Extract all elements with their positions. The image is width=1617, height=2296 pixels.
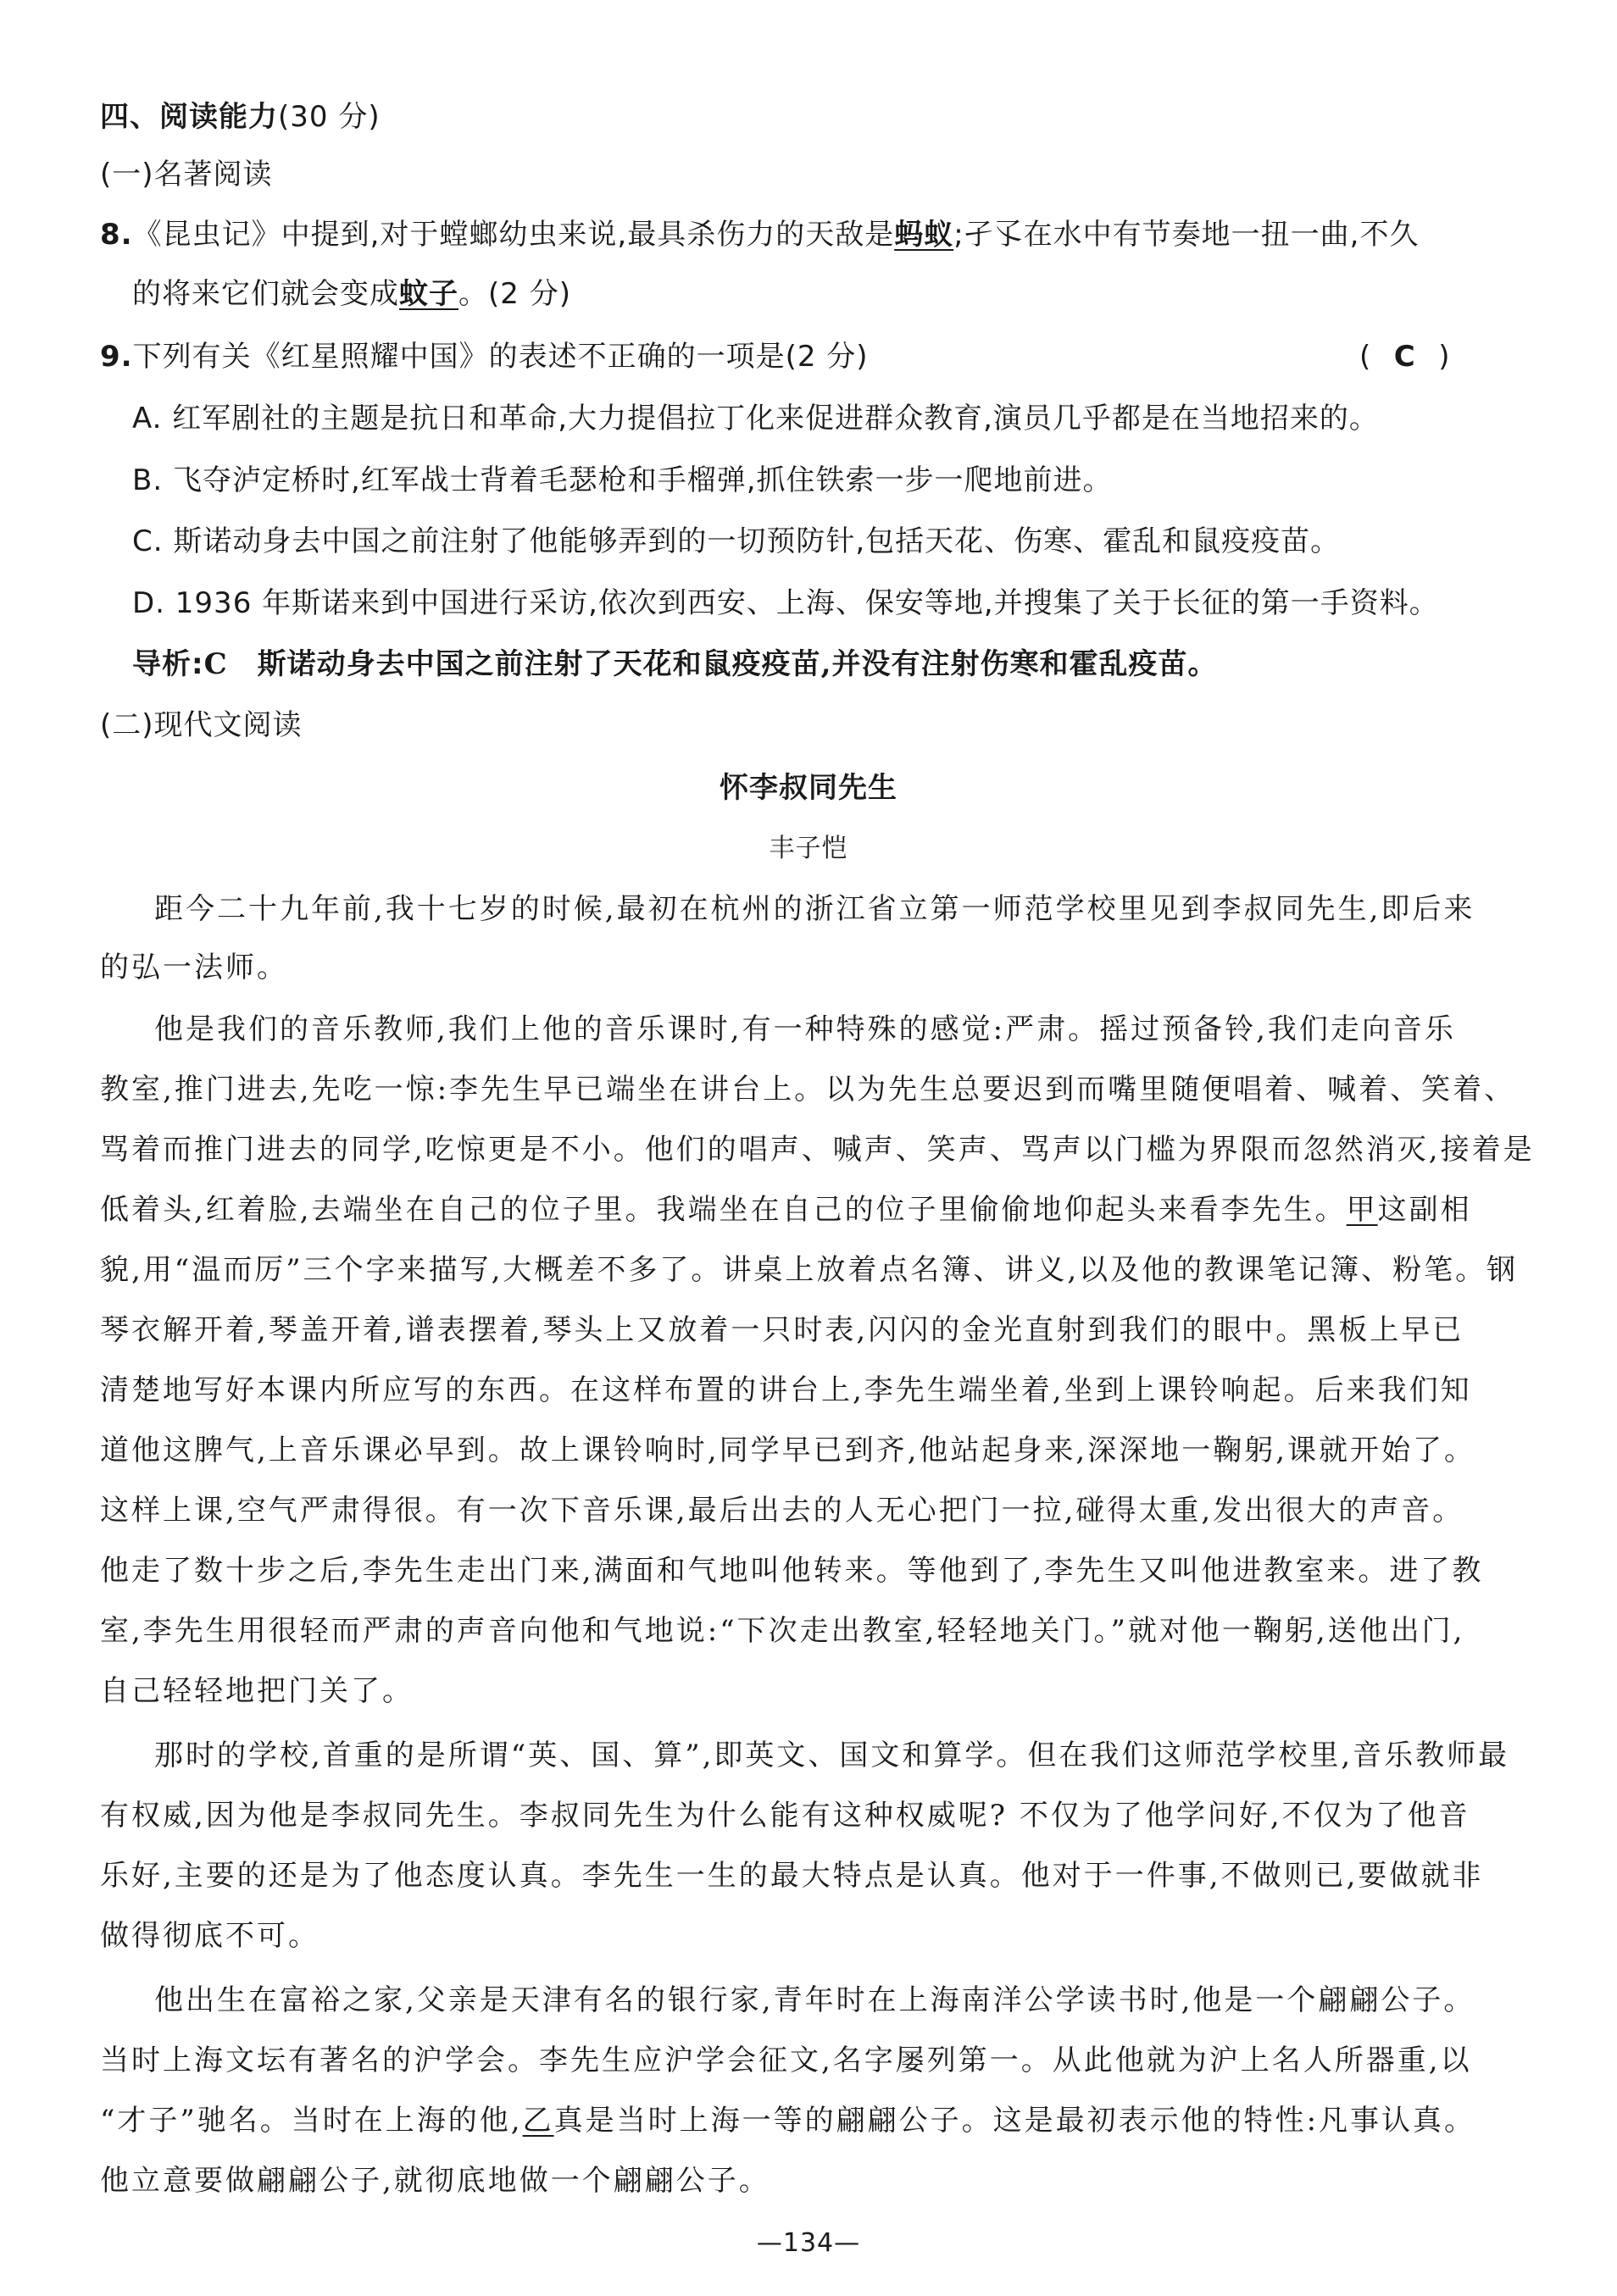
p3-line: 做得彻底不可。	[100, 1919, 320, 1953]
article-title: 怀李叔同先生	[720, 771, 897, 805]
p2-line: 道他这脾气,上音乐课必早到。故上课铃响时,同学早已到齐,他站起身来,深深地一鞠躬,课就开始了。	[100, 1434, 1476, 1467]
q9-option-c: C. 斯诺动身去中国之前注射了他能够弄到的一切预防针,包括天花、伤寒、霍乱和鼠疫疫苗。	[132, 524, 1341, 558]
q9-answer: C	[1393, 340, 1415, 374]
p2-line: 他是我们的音乐教师,我们上他的音乐课时,有一种特殊的感觉:严肃。摇过预备铃,我们走向音乐	[154, 1012, 1456, 1046]
p1-line: 的弘一法师。	[100, 951, 288, 984]
q9-option-a: A. 红军剧社的主题是抗日和革命,大力提倡拉丁化来促进群众教育,演员几乎都是在当地招来的。	[132, 402, 1379, 435]
p2-line	[100, 1193, 1472, 1227]
p1-line: 距今二十九年前,我十七岁的时候,最初在杭州的浙江省立第一师范学校里见到李叔同先生,即后来	[154, 892, 1475, 926]
q8-line1	[100, 218, 1419, 252]
q9-option-b: B. 飞夺泸定桥时,红军战士背着毛瑟枪和手榴弹,抓住铁索一步一爬地前进。	[132, 463, 1113, 497]
p3-line: 乐好,主要的还是为了他态度认真。李先生一生的最大特点是认真。他对于一件事,不做则已,要做就非	[100, 1859, 1484, 1893]
q9-stem	[100, 340, 869, 374]
q8-number: 8.	[100, 218, 133, 252]
mark-yi: 乙	[522, 2104, 554, 2138]
article-author: 丰子恺	[769, 834, 848, 863]
p3-line: 那时的学校,首重的是所谓“英、国、算”,即英文、国文和算学。但在我们这师范学校里,音乐教师最	[154, 1739, 1510, 1772]
p2-line-tail: 这副相	[1377, 1193, 1472, 1227]
p4-line: 当时上海文坛有著名的沪学会。李先生应沪学会征文,名字屡列第一。从此他就为沪上名人所器重,以	[100, 2044, 1472, 2077]
section-heading-score: (30 分)	[278, 100, 381, 134]
page-number: —134—	[756, 2228, 861, 2258]
q9-paren-open: (	[1359, 340, 1371, 374]
p2-line: 清楚地写好本课内所应写的东西。在这样布置的讲台上,李先生端坐着,坐到上课铃响起。后来我们知	[100, 1373, 1472, 1407]
p2-line: 这样上课,空气严肃得很。有一次下音乐课,最后出去的人无心把门一拉,碰得太重,发出很大的声音。	[100, 1494, 1464, 1528]
p4-line-tail: 真是当时上海一等的翩翩公子。这是最初表示他的特性:凡事认真。	[553, 2104, 1476, 2138]
p4-line	[100, 2104, 1475, 2138]
p2-line-text: 低着头,红着脸,去端坐在自己的位子里。我端坐在自己的位子里偷偷地仰起头来看李先生。	[100, 1193, 1347, 1227]
q8-text-a: 《昆虫记》中提到,对于螳螂幼虫来说,最具杀伤力的天敌是	[132, 218, 895, 252]
p4-line-text: “才子”驰名。当时在上海的他,	[100, 2104, 523, 2138]
p2-line: 教室,推门进去,先吃一惊:李先生早已端坐在讲台上。以为先生总要迟到而嘴里随便唱着、喊着、笑着、	[100, 1073, 1516, 1106]
part2-title: (二)现代文阅读	[100, 708, 303, 742]
p2-line: 自己轻轻地把门关了。	[100, 1674, 414, 1708]
q9-option-d: D. 1936 年斯诺来到中国进行采访,依次到西安、上海、保安等地,并搜集了关于长征的第一手资料。	[132, 586, 1439, 620]
q8-text-b: ;孑孓在水中有节奏地一扭一曲,不久	[953, 218, 1420, 252]
p2-line: 室,李先生用很轻而严肃的声音向他和气地说:“下次走出教室,轻轻地关门。”就对他一鞠躬,送他出门,	[100, 1614, 1465, 1648]
q9-number: 9.	[100, 340, 133, 374]
q9-guide-text: C 斯诺动身去中国之前注射了天花和鼠疫疫苗,并没有注射伤寒和霍乱疫苗。	[203, 647, 1218, 681]
q9-guide-label: 导析:	[132, 647, 204, 681]
q8-answer-1: 蚂蚁	[894, 218, 954, 252]
q8-text-d: 。(2 分)	[458, 277, 571, 311]
q8-line2	[132, 277, 571, 311]
section-heading-main: 四、阅读能力	[100, 100, 278, 134]
q8-text-c: 的将来它们就会变成	[132, 277, 399, 311]
q8-answer-2: 蚊子	[399, 277, 458, 311]
part1-title: (一)名著阅读	[100, 158, 273, 191]
section-heading	[100, 100, 381, 134]
q9-paren-close: )	[1438, 340, 1450, 374]
p2-line: 貌,用“温而厉”三个字来描写,大概差不多了。讲桌上放着点名簿、讲义,以及他的教课笔记簿、粉笔。钢	[100, 1253, 1519, 1287]
p2-line: 琴衣解开着,琴盖开着,谱表摆着,琴头上又放着一只时表,闪闪的金光直射到我们的眼中。黑板上早已	[100, 1313, 1464, 1347]
p4-line: 他出生在富裕之家,父亲是天津有名的银行家,青年时在上海南洋公学读书时,他是一个翩翩公子。	[154, 1983, 1475, 2017]
q9-answer-box	[1359, 340, 1450, 374]
q9-stem-text: 下列有关《红星照耀中国》的表述不正确的一项是(2 分)	[132, 340, 869, 374]
p2-line: 骂着而推门进去的同学,吃惊更是不小。他们的唱声、喊声、笑声、骂声以门槛为界限而忽然消灭,接着是	[100, 1133, 1535, 1167]
q9-guide	[132, 647, 1218, 681]
p3-line: 有权威,因为他是李叔同先生。李叔同先生为什么能有这种权威呢? 不仅为了他学问好,不仅为了他音	[100, 1799, 1470, 1833]
p4-line: 他立意要做翩翩公子,就彻底地做一个翩翩公子。	[100, 2164, 770, 2198]
mark-jia: 甲	[1346, 1193, 1378, 1227]
p2-line: 他走了数十步之后,李先生走出门来,满面和气地叫他转来。等他到了,李先生又叫他进教室来。进了教	[100, 1554, 1484, 1588]
